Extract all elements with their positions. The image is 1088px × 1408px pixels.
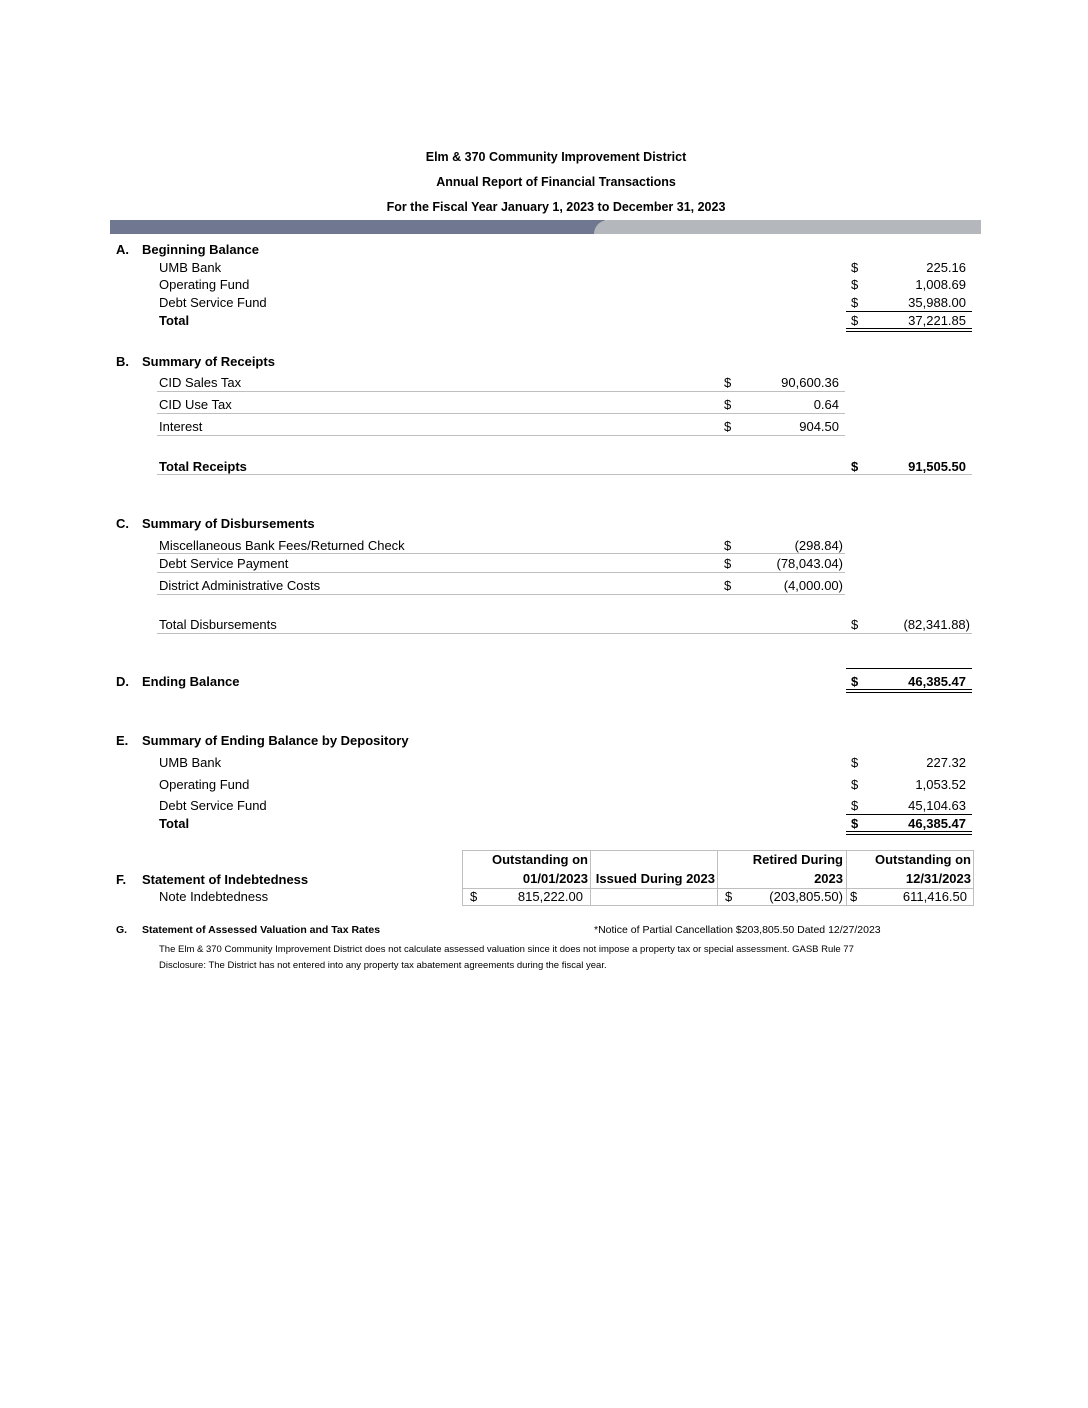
section-c-row-label: District Administrative Costs [159,578,321,593]
section-a-row-label: Operating Fund [159,277,250,292]
section-e-title: Summary of Ending Balance by Depository [142,733,409,748]
section-e-row-label: UMB Bank [159,755,222,770]
currency-symbol: $ [724,578,732,593]
col-outstanding-start-value: 815,222.00 [517,889,583,904]
section-b-row-amount: 0.64 [813,397,839,412]
section-a-row-label: Debt Service Fund [159,295,267,310]
currency-symbol: $ [851,755,859,770]
row-divider [157,633,972,634]
row-divider [157,474,972,475]
row-divider [157,572,845,573]
currency-symbol: $ [470,889,478,904]
disclosure-text-line1: The Elm & 370 Community Improvement District does not calculate assessed valuation since it does not impose a property tax or special assessment. GASB Rule 77 [159,944,854,955]
currency-symbol: $ [851,295,859,310]
col-issued-header: Issued During 2023 [595,871,715,886]
currency-symbol: $ [850,889,858,904]
section-c-total-label: Total Disbursements [159,617,277,632]
col-retired-year: 2023 [814,871,843,886]
section-e-total-label: Total [159,816,190,831]
currency-symbol: $ [851,798,859,813]
section-b-total-amount: 91,505.50 [908,459,966,474]
col-retired-header: Retired During [752,852,843,867]
section-c-row-label: Debt Service Payment [159,556,289,571]
currency-symbol: $ [851,674,859,689]
currency-symbol: $ [724,375,732,390]
section-b-row-label: CID Sales Tax [159,375,242,390]
section-e-row-amount: 227.32 [926,755,966,770]
section-a-letter: A. [116,242,129,257]
col-retired-value: (203,805.50) [769,889,843,904]
subtotal-rule [846,814,972,815]
header-banner-left [110,220,605,234]
currency-symbol: $ [851,816,859,831]
section-c-row-amount: (78,043.04) [776,556,843,571]
report-subtitle: Annual Report of Financial Transactions [436,175,676,189]
row-divider [157,391,845,392]
col-outstanding-end-date: 12/31/2023 [905,871,971,886]
currency-symbol: $ [724,397,732,412]
section-g-title: Statement of Assessed Valuation and Tax Rates [142,924,381,936]
section-a-title: Beginning Balance [142,242,260,257]
total-double-rule [846,831,972,835]
currency-symbol: $ [851,313,859,328]
section-a-row-amount: 1,008.69 [915,277,966,292]
total-double-rule [846,689,972,693]
section-b-row-label: Interest [159,419,203,434]
col-outstanding-end-header: Outstanding on [874,852,971,867]
section-f-letter: F. [116,872,127,887]
section-f-title: Statement of Indebtedness [142,872,309,887]
subtotal-rule [846,668,972,669]
col-outstanding-start-date: 01/01/2023 [522,871,588,886]
section-d-amount: 46,385.47 [908,674,966,689]
report-title: Elm & 370 Community Improvement District [425,150,687,164]
currency-symbol: $ [851,260,859,275]
report-period: For the Fiscal Year January 1, 2023 to December 31, 2023 [386,200,726,214]
section-b-title: Summary of Receipts [142,354,275,369]
section-d-title: Ending Balance [142,674,240,689]
currency-symbol: $ [851,459,859,474]
section-c-letter: C. [116,516,129,531]
section-b-letter: B. [116,354,129,369]
row-divider [157,413,845,414]
currency-symbol: $ [851,617,859,632]
section-c-row-amount: (298.84) [794,538,843,553]
currency-symbol: $ [724,419,732,434]
section-a-total-amount: 37,221.85 [908,313,966,328]
section-a-total-label: Total [159,313,190,328]
section-e-row-label: Operating Fund [159,777,250,792]
currency-symbol: $ [851,277,859,292]
row-divider [157,553,845,554]
section-c-title: Summary of Disbursements [142,516,315,531]
indebtedness-table [462,850,974,906]
currency-symbol: $ [724,556,732,571]
section-e-total-amount: 46,385.47 [908,816,966,831]
col-outstanding-start-header: Outstanding on [491,852,588,867]
section-e-letter: E. [116,733,129,748]
disclosure-text-line2: Disclosure: The District has not entered into any property tax abatement agreements during the fiscal year. [159,960,607,971]
section-c-total-amount: (82,341.88) [903,617,970,632]
section-b-row-label: CID Use Tax [159,397,232,412]
section-f-row-label: Note Indebtedness [159,889,269,904]
subtotal-rule [846,311,972,312]
section-c-row-label: Miscellaneous Bank Fees/Returned Check [159,538,405,553]
section-e-row-amount: 1,053.52 [915,777,966,792]
section-a-row-label: UMB Bank [159,260,222,275]
total-double-rule [846,328,972,332]
header-banner-right [594,220,981,234]
section-g-letter: G. [116,924,128,936]
currency-symbol: $ [724,538,732,553]
section-b-total-label: Total Receipts [159,459,247,474]
section-b-row-amount: 90,600.36 [781,375,839,390]
row-divider [157,594,845,595]
section-c-row-amount: (4,000.00) [783,578,843,593]
currency-symbol: $ [851,777,859,792]
section-e-row-amount: 45,104.63 [908,798,966,813]
col-outstanding-end-value: 611,416.50 [902,889,967,904]
currency-symbol: $ [725,889,733,904]
cancellation-notice: *Notice of Partial Cancellation $203,805.50 Dated 12/27/2023 [594,924,881,936]
section-e-row-label: Debt Service Fund [159,798,267,813]
section-b-row-amount: 904.50 [799,419,839,434]
section-a-row-amount: 225.16 [926,260,966,275]
row-divider [157,435,845,436]
section-a-row-amount: 35,988.00 [908,295,966,310]
section-d-letter: D. [116,674,129,689]
